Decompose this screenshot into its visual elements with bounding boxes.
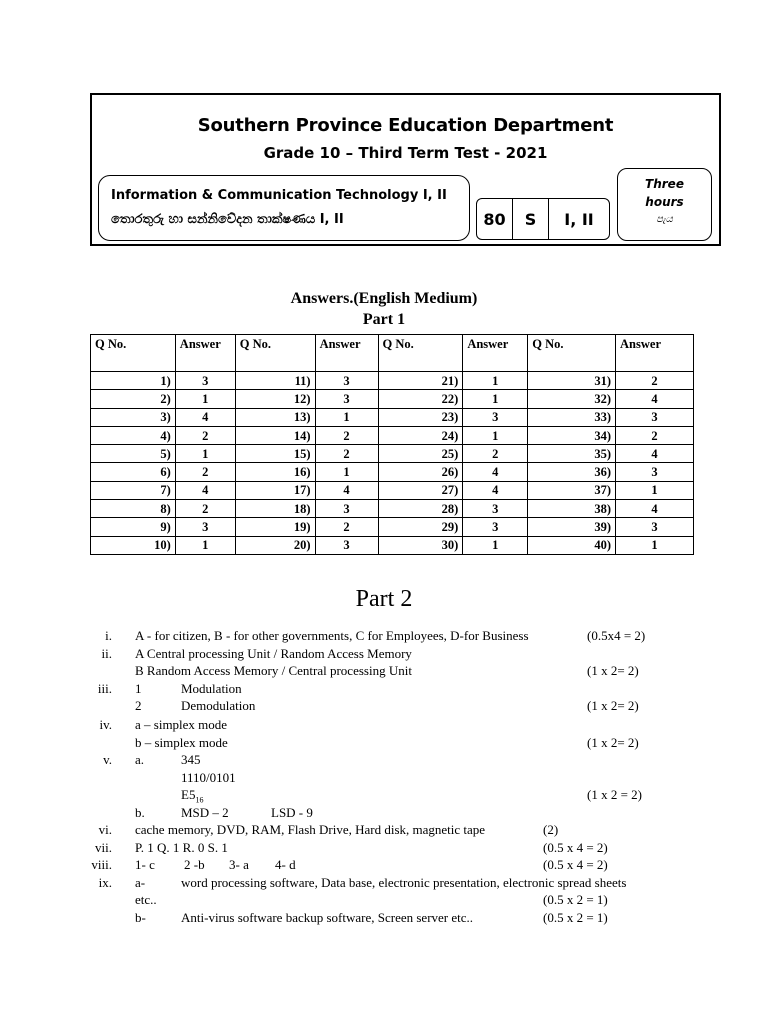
column-header-qno: Q No. xyxy=(91,335,176,372)
answer-label: 2 xyxy=(135,698,142,713)
answer-cell: 2 xyxy=(315,445,378,463)
question-number-cell: 32) xyxy=(528,390,616,408)
question-number-cell: 21) xyxy=(378,372,463,390)
question-number-cell: 25) xyxy=(378,445,463,463)
answer-label: a- xyxy=(135,875,146,890)
question-number-cell: 8) xyxy=(91,500,176,518)
subject-english: Information & Communication Technology I, II xyxy=(111,188,447,203)
q-number: ii. xyxy=(101,646,112,661)
question-number-cell: 5) xyxy=(91,445,176,463)
marks: (2) xyxy=(543,822,559,837)
answer-cell: 2 xyxy=(616,426,694,444)
table-row xyxy=(91,408,694,426)
answer-cell: 3 xyxy=(315,390,378,408)
subject-code: 80 xyxy=(477,199,513,239)
answers-heading: Answers.(English Medium) xyxy=(290,290,478,307)
column-header-answer: Answer xyxy=(315,335,378,372)
answer-cell: 3 xyxy=(315,536,378,554)
q-number: viii. xyxy=(91,857,112,872)
answer-text: cache memory, DVD, RAM, Flash Drive, Hard disk, magnetic tape xyxy=(135,822,486,837)
answer-text: Modulation xyxy=(181,681,242,696)
question-number-cell: 16) xyxy=(235,463,315,481)
marks: (1 x 2= 2) xyxy=(587,663,639,678)
answer-text: Demodulation xyxy=(181,698,256,713)
answer-cell: 2 xyxy=(463,445,528,463)
question-number-cell: 36) xyxy=(528,463,616,481)
table-row xyxy=(91,536,694,554)
answer-text: A Central processing Unit / Random Access Memory xyxy=(135,646,412,661)
answer-cell: 4 xyxy=(616,500,694,518)
part1-answer-table xyxy=(90,334,694,555)
answer-cell: 3 xyxy=(315,372,378,390)
question-number-cell: 33) xyxy=(528,408,616,426)
answer-text: 2 -b xyxy=(184,857,205,872)
q-number: i. xyxy=(105,628,112,643)
duration-line-2: hours xyxy=(645,195,684,209)
question-number-cell: 30) xyxy=(378,536,463,554)
answer-text: 345 xyxy=(181,752,201,767)
paper-numbers: I, II xyxy=(564,209,594,229)
question-number-cell: 31) xyxy=(528,372,616,390)
duration-line-1: Three xyxy=(645,177,684,191)
column-header-answer: Answer xyxy=(463,335,528,372)
question-number-cell: 24) xyxy=(378,426,463,444)
answer-text: P. 1 Q. 1 R. 0 S. 1 xyxy=(135,840,228,855)
answer-cell: 3 xyxy=(616,408,694,426)
answer-cell: 3 xyxy=(616,518,694,536)
answer-text: MSD – 2 xyxy=(181,805,229,820)
table-header-row xyxy=(91,335,694,372)
marks: (0.5 x 2 = 1) xyxy=(543,910,608,925)
question-number-cell: 4) xyxy=(91,426,176,444)
marks: (0.5 x 4 = 2) xyxy=(543,857,608,872)
answer-text: b – simplex mode xyxy=(135,735,228,750)
question-number-cell: 7) xyxy=(91,481,176,499)
table-row xyxy=(91,463,694,481)
answer-cell: 2 xyxy=(175,500,235,518)
question-number-cell: 3) xyxy=(91,408,176,426)
table-row xyxy=(91,372,694,390)
question-number-cell: 38) xyxy=(528,500,616,518)
q-number: v. xyxy=(103,752,112,767)
answer-cell: 2 xyxy=(315,426,378,444)
q-number: ix. xyxy=(98,875,112,890)
question-number-cell: 20) xyxy=(235,536,315,554)
answer-cell: 2 xyxy=(175,426,235,444)
answer-cell: 1 xyxy=(463,536,528,554)
answer-label: b. xyxy=(135,805,145,820)
answer-cell: 4 xyxy=(175,481,235,499)
q-number: vi. xyxy=(98,822,112,837)
question-number-cell: 19) xyxy=(235,518,315,536)
answer-text: word processing software, Data base, electronic presentation, electronic spread sheets xyxy=(181,875,627,890)
part2-heading: Part 2 xyxy=(355,586,413,612)
answer-text: 1110/0101 xyxy=(181,770,236,785)
answer-cell: 1 xyxy=(175,390,235,408)
table-row xyxy=(91,518,694,536)
department-title: Southern Province Education Department xyxy=(197,115,614,136)
answer-cell: 3 xyxy=(463,518,528,536)
answer-text: A - for citizen, B - for other governments, C for Employees, D-for Business xyxy=(135,628,529,643)
answer-cell: 1 xyxy=(315,463,378,481)
exam-header xyxy=(90,93,721,246)
answer-cell: 1 xyxy=(463,426,528,444)
question-number-cell: 2) xyxy=(91,390,176,408)
answer-cell: 4 xyxy=(315,481,378,499)
subject-code-suffix: S xyxy=(513,199,549,239)
answer-cell: 2 xyxy=(315,518,378,536)
question-number-cell: 23) xyxy=(378,408,463,426)
question-number-cell: 22) xyxy=(378,390,463,408)
subject-sinhala: තොරතුරු හා සන්නිවේදන තාක්ෂණය I, II xyxy=(111,212,344,227)
q-number: iii. xyxy=(97,681,112,696)
hex-value: E5 xyxy=(181,787,196,802)
base-subscript: 16 xyxy=(195,795,204,805)
subject-box xyxy=(98,175,470,241)
question-number-cell: 17) xyxy=(235,481,315,499)
question-number-cell: 35) xyxy=(528,445,616,463)
table-row xyxy=(91,445,694,463)
question-number-cell: 10) xyxy=(91,536,176,554)
answer-text: a – simplex mode xyxy=(135,717,228,732)
answer-cell: 3 xyxy=(315,500,378,518)
question-number-cell: 12) xyxy=(235,390,315,408)
column-header-answer: Answer xyxy=(175,335,235,372)
answer-text: B Random Access Memory / Central processing Unit xyxy=(135,663,412,678)
question-number-cell: 1) xyxy=(91,372,176,390)
answer-cell: 4 xyxy=(616,445,694,463)
question-number-cell: 18) xyxy=(235,500,315,518)
answer-label: a. xyxy=(135,752,145,767)
answer-cell: 2 xyxy=(616,372,694,390)
duration-sinhala: පැය xyxy=(656,214,673,225)
answer-cell: 1 xyxy=(616,481,694,499)
answer-cell: 3 xyxy=(463,500,528,518)
answer-cell: 1 xyxy=(616,536,694,554)
marks: (0.5x4 = 2) xyxy=(587,628,646,643)
question-number-cell: 39) xyxy=(528,518,616,536)
question-number-cell: 28) xyxy=(378,500,463,518)
column-header-answer: Answer xyxy=(616,335,694,372)
q-number: vii. xyxy=(95,840,112,855)
question-number-cell: 13) xyxy=(235,408,315,426)
answer-cell: 3 xyxy=(463,408,528,426)
answer-cell: 4 xyxy=(175,408,235,426)
question-number-cell: 29) xyxy=(378,518,463,536)
question-number-cell: 26) xyxy=(378,463,463,481)
question-number-cell: 27) xyxy=(378,481,463,499)
answer-cell: 3 xyxy=(175,518,235,536)
table-row xyxy=(91,481,694,499)
answer-text: etc.. xyxy=(135,892,157,907)
answer-cell: 2 xyxy=(175,463,235,481)
marks: (0.5 x 2 = 1) xyxy=(543,892,608,907)
answer-label: b- xyxy=(135,910,146,925)
column-header-qno: Q No. xyxy=(378,335,463,372)
question-number-cell: 11) xyxy=(235,372,315,390)
column-header-qno: Q No. xyxy=(235,335,315,372)
marks: (1 x 2= 2) xyxy=(587,698,639,713)
answer-text: 4- d xyxy=(275,857,296,872)
answer-cell: 1 xyxy=(175,445,235,463)
marks: (1 x 2= 2) xyxy=(587,735,639,750)
question-number-cell: 9) xyxy=(91,518,176,536)
answer-cell: 1 xyxy=(315,408,378,426)
answer-label: 1 xyxy=(135,681,142,696)
table-body xyxy=(91,372,694,555)
table-row xyxy=(91,426,694,444)
question-number-cell: 40) xyxy=(528,536,616,554)
answer-cell: 1 xyxy=(463,372,528,390)
answer-cell: 4 xyxy=(463,481,528,499)
q-number: iv. xyxy=(99,717,112,732)
question-number-cell: 37) xyxy=(528,481,616,499)
subject-code-box xyxy=(476,198,610,240)
answer-cell: 1 xyxy=(175,536,235,554)
table-row xyxy=(91,390,694,408)
answer-text: Anti-virus software backup software, Screen server etc.. xyxy=(181,910,474,925)
duration-box xyxy=(617,168,712,241)
question-number-cell: 34) xyxy=(528,426,616,444)
question-number-cell: 6) xyxy=(91,463,176,481)
question-number-cell: 15) xyxy=(235,445,315,463)
marks: (1 x 2 = 2) xyxy=(587,787,642,802)
part1-heading: Part 1 xyxy=(362,311,406,328)
table-row xyxy=(91,500,694,518)
question-number-cell: 14) xyxy=(235,426,315,444)
answer-cell: 3 xyxy=(616,463,694,481)
answer-text: 3- a xyxy=(229,857,249,872)
marks: (0.5 x 4 = 2) xyxy=(543,840,608,855)
answer-cell: 4 xyxy=(616,390,694,408)
answer-cell: 1 xyxy=(463,390,528,408)
column-header-qno: Q No. xyxy=(528,335,616,372)
answer-text: 1- c xyxy=(135,857,155,872)
test-title: Grade 10 – Third Term Test - 2021 xyxy=(263,144,548,162)
answer-cell: 4 xyxy=(463,463,528,481)
answer-cell: 3 xyxy=(175,372,235,390)
answer-text: LSD - 9 xyxy=(271,805,313,820)
